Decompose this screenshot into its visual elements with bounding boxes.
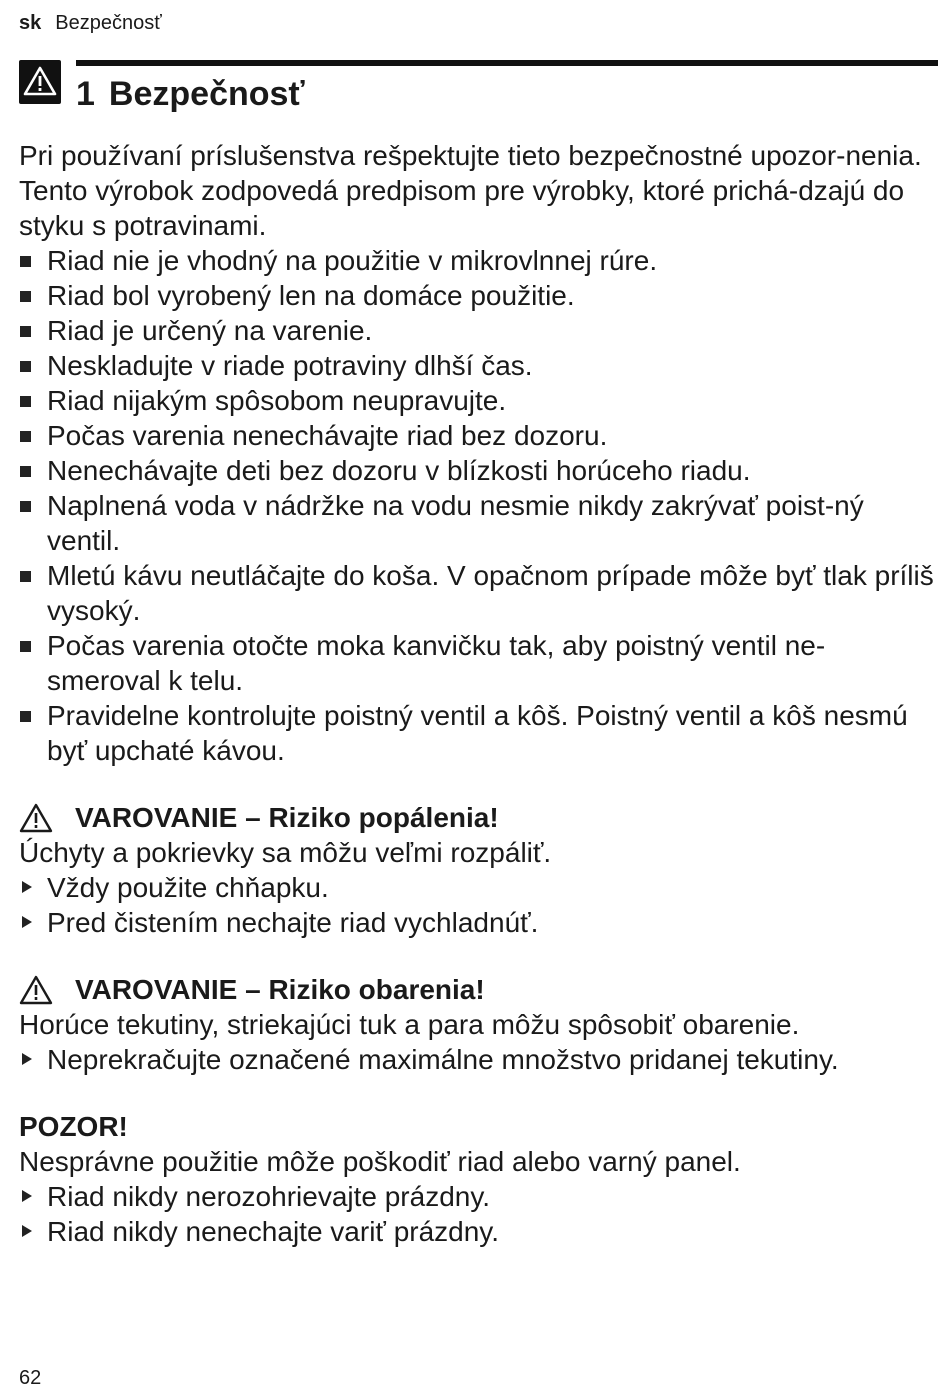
list-item: Riad nikdy nerozohrievajte prázdny. <box>19 1179 934 1214</box>
list-item: Riad nie je vhodný na použitie v mikrovlnnej rúre. <box>19 243 934 278</box>
list-item: Riad nikdy nenechajte variť prázdny. <box>19 1214 934 1249</box>
list-item: Riad nijakým spôsobom neupravujte. <box>19 383 934 418</box>
warning-steps <box>19 1042 934 1077</box>
caution-steps <box>19 1179 934 1249</box>
caution-title: POZOR! <box>19 1111 128 1142</box>
language-code: sk <box>19 12 42 34</box>
page-number: 62 <box>19 1367 42 1389</box>
list-item: Počas varenia otočte moka kanvičku tak, aby poistný ventil ne-smeroval k telu. <box>19 628 934 698</box>
caution-text: Nesprávne použitie môže poškodiť riad alebo varný panel. <box>19 1146 741 1177</box>
warning-steps <box>19 870 934 940</box>
page-title <box>76 72 305 116</box>
heading-rule <box>76 60 938 66</box>
warning-title: VAROVANIE – Riziko obarenia! <box>75 974 485 1005</box>
warning-burn-heading <box>19 800 934 835</box>
list-item: Riad bol vyrobený len na domáce použitie. <box>19 278 934 313</box>
list-item: Počas varenia nenechávajte riad bez dozoru. <box>19 418 934 453</box>
warning-text: Úchyty a pokrievky sa môžu veľmi rozpáliť. <box>19 837 552 868</box>
list-item: Neskladujte v riade potraviny dlhší čas. <box>19 348 934 383</box>
header-section: Bezpečnosť <box>55 12 162 34</box>
list-item: Riad je určený na varenie. <box>19 313 934 348</box>
intro-paragraph: Pri používaní príslušenstva rešpektujte tieto bezpečnostné upozor-nenia. <box>19 140 922 171</box>
warning-triangle-icon <box>19 975 53 1005</box>
warning-scald-heading <box>19 972 934 1007</box>
main-content <box>19 138 934 1249</box>
section-number: 1 <box>76 75 95 113</box>
page-header <box>19 10 162 36</box>
warning-title: VAROVANIE – Riziko popálenia! <box>75 802 499 833</box>
section-title: Bezpečnosť <box>108 75 305 113</box>
warning-text: Horúce tekutiny, striekajúci tuk a para môžu spôsobiť obarenie. <box>19 1009 800 1040</box>
intro-paragraph: Tento výrobok zodpovedá predpisom pre výrobky, ktoré prichá-dzajú do styku s potravinami. <box>19 175 905 241</box>
list-item: Pred čistením nechajte riad vychladnúť. <box>19 905 934 940</box>
list-item: Pravidelne kontrolujte poistný ventil a kôš. Poistný ventil a kôš nesmú byť upchaté kávou. <box>19 698 934 768</box>
list-item: Mletú kávu neutláčajte do koša. V opačnom prípade môže byť tlak príliš vysoký. <box>19 558 934 628</box>
warning-triangle-icon <box>19 803 53 833</box>
list-item: Neprekračujte označené maximálne množstvo pridanej tekutiny. <box>19 1042 934 1077</box>
list-item: Naplnená voda v nádržke na vodu nesmie nikdy zakrývať poist-ný ventil. <box>19 488 934 558</box>
warning-triangle-icon <box>19 60 61 104</box>
list-item: Nenechávajte deti bez dozoru v blízkosti horúceho riadu. <box>19 453 934 488</box>
safety-list <box>19 243 934 768</box>
list-item: Vždy použite chňapku. <box>19 870 934 905</box>
